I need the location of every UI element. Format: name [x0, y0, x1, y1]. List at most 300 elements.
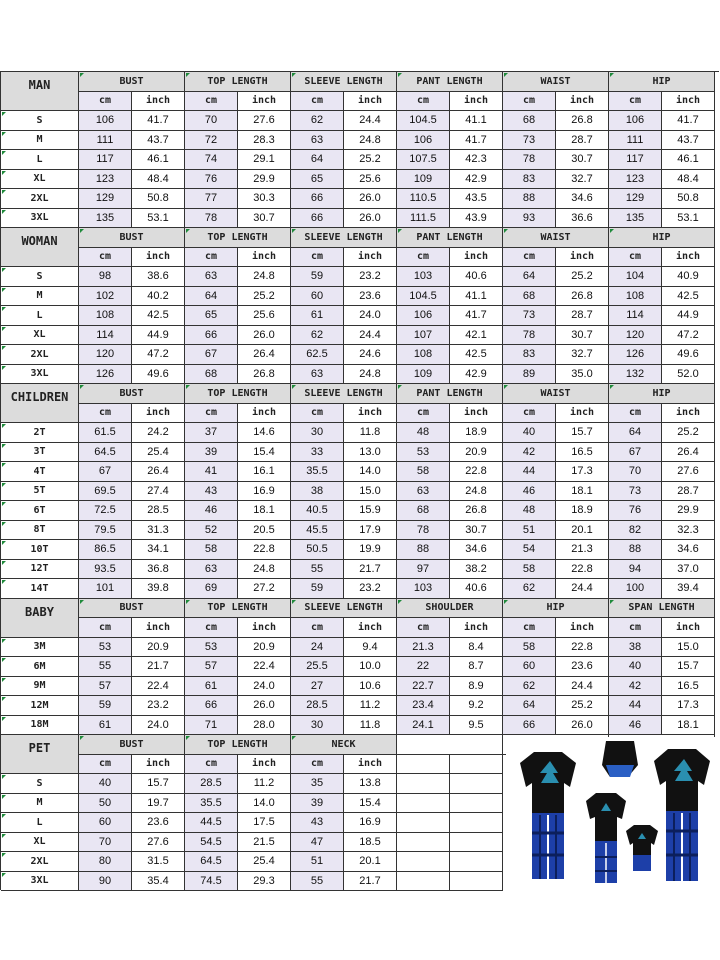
table-cell: 46	[185, 501, 238, 521]
table-cell: 51	[291, 852, 344, 872]
table-cell: 73	[609, 482, 662, 502]
table-cell: 67	[185, 345, 238, 365]
table-cell: 97	[397, 560, 450, 580]
table-cell: 23.2	[344, 579, 397, 599]
table-cell: 93	[503, 209, 556, 229]
unit-cm-label: cm	[79, 92, 132, 112]
size-row-label: 3T	[1, 443, 79, 463]
corner-marker	[610, 385, 614, 389]
table-cell: 26.8	[238, 365, 291, 385]
section-label-woman: WOMAN	[1, 228, 79, 267]
table-cell: 24.0	[132, 716, 185, 736]
empty-cell	[450, 813, 503, 833]
size-row-label: 3M	[1, 638, 79, 658]
table-cell: 29.9	[662, 501, 715, 521]
table-cell: 34.6	[662, 540, 715, 560]
table-cell: 55	[291, 872, 344, 892]
table-cell: 36.8	[132, 560, 185, 580]
table-cell: 65	[291, 170, 344, 190]
table-cell: 22.4	[132, 677, 185, 697]
row-marker	[2, 307, 6, 311]
table-cell: 40	[503, 423, 556, 443]
table-cell: 53	[79, 638, 132, 658]
table-cell: 30	[291, 423, 344, 443]
table-cell: 110.5	[397, 189, 450, 209]
unit-inch-label: inch	[344, 755, 397, 775]
table-cell: 83	[503, 170, 556, 190]
table-cell: 35.5	[291, 462, 344, 482]
row-marker	[2, 853, 6, 857]
row-marker	[2, 639, 6, 643]
table-cell: 24	[291, 638, 344, 658]
table-cell: 60	[291, 287, 344, 307]
table-cell: 18.1	[662, 716, 715, 736]
table-cell: 72.5	[79, 501, 132, 521]
corner-marker	[504, 229, 508, 233]
table-cell: 41.1	[450, 287, 503, 307]
table-cell: 18.1	[556, 482, 609, 502]
table-cell: 46.1	[132, 150, 185, 170]
row-marker	[2, 463, 6, 467]
unit-cm-label: cm	[79, 755, 132, 775]
table-cell: 64	[503, 267, 556, 287]
size-row-label: S	[1, 774, 79, 794]
table-cell: 25.6	[238, 306, 291, 326]
table-cell: 18.1	[238, 501, 291, 521]
table-cell: 58	[503, 560, 556, 580]
empty-cell	[450, 774, 503, 794]
table-cell: 20.9	[238, 638, 291, 658]
table-cell: 47.2	[662, 326, 715, 346]
table-cell: 26.4	[662, 443, 715, 463]
table-cell: 43.5	[450, 189, 503, 209]
table-cell: 24.4	[344, 326, 397, 346]
size-row-label: L	[1, 150, 79, 170]
table-cell: 27.6	[238, 111, 291, 131]
size-row-label: 12M	[1, 696, 79, 716]
table-cell: 70	[609, 462, 662, 482]
row-marker	[2, 210, 6, 214]
unit-cm-label: cm	[291, 248, 344, 268]
row-marker	[2, 580, 6, 584]
table-cell: 103	[397, 267, 450, 287]
table-cell: 28.7	[556, 131, 609, 151]
unit-inch-label: inch	[344, 404, 397, 424]
corner-marker	[610, 229, 614, 233]
table-cell: 76	[609, 501, 662, 521]
column-group-header: SHOULDER	[397, 599, 503, 619]
size-row-label: 12T	[1, 560, 79, 580]
table-cell: 44.9	[662, 306, 715, 326]
empty-cell	[397, 852, 450, 872]
size-row-label: 10T	[1, 540, 79, 560]
table-cell: 40.6	[450, 267, 503, 287]
table-cell: 109	[397, 365, 450, 385]
column-group-header: PANT LENGTH	[397, 384, 503, 404]
corner-marker	[292, 736, 296, 740]
row-marker	[2, 678, 6, 682]
column-group-header: SLEEVE LENGTH	[291, 384, 397, 404]
table-cell: 70	[185, 111, 238, 131]
table-cell: 22.8	[556, 560, 609, 580]
table-cell: 107	[397, 326, 450, 346]
table-cell: 30.3	[238, 189, 291, 209]
table-cell: 25.4	[132, 443, 185, 463]
section-label-pet: PET	[1, 735, 79, 774]
unit-inch-label: inch	[662, 404, 715, 424]
corner-marker	[292, 229, 296, 233]
table-cell: 24.8	[238, 560, 291, 580]
table-cell: 28.7	[556, 306, 609, 326]
table-cell: 25.2	[556, 267, 609, 287]
table-cell: 61	[291, 306, 344, 326]
table-cell: 76	[185, 170, 238, 190]
table-cell: 77	[185, 189, 238, 209]
table-cell: 30.7	[238, 209, 291, 229]
table-cell: 43	[185, 482, 238, 502]
table-cell: 21.3	[556, 540, 609, 560]
table-cell: 21.7	[344, 872, 397, 892]
table-cell: 21.3	[397, 638, 450, 658]
table-cell: 68	[397, 501, 450, 521]
table-cell: 48	[397, 423, 450, 443]
table-cell: 104.5	[397, 287, 450, 307]
table-cell: 20.9	[132, 638, 185, 658]
table-cell: 135	[609, 209, 662, 229]
table-cell: 80	[79, 852, 132, 872]
table-cell: 43.9	[450, 209, 503, 229]
table-cell: 15.9	[344, 501, 397, 521]
table-cell: 86.5	[79, 540, 132, 560]
empty-cell	[450, 833, 503, 853]
table-cell: 117	[79, 150, 132, 170]
table-cell: 19.9	[344, 540, 397, 560]
table-cell: 48.4	[662, 170, 715, 190]
table-cell: 42.5	[132, 306, 185, 326]
column-group-header: TOP LENGTH	[185, 384, 291, 404]
table-cell: 40.6	[450, 579, 503, 599]
empty-cell	[397, 872, 450, 892]
unit-cm-label: cm	[503, 92, 556, 112]
table-cell: 62.5	[291, 345, 344, 365]
table-cell: 54.5	[185, 833, 238, 853]
table-cell: 24.8	[344, 365, 397, 385]
table-cell: 38	[291, 482, 344, 502]
table-cell: 25.2	[662, 423, 715, 443]
table-cell: 42.5	[450, 345, 503, 365]
table-cell: 28.3	[238, 131, 291, 151]
table-cell: 28.7	[662, 482, 715, 502]
table-cell: 89	[503, 365, 556, 385]
corner-marker	[80, 73, 84, 77]
table-cell: 78	[185, 209, 238, 229]
column-group-header: HIP	[609, 72, 715, 92]
table-cell: 47.2	[132, 345, 185, 365]
column-group-header: HIP	[609, 384, 715, 404]
unit-cm-label: cm	[397, 404, 450, 424]
table-cell: 10.0	[344, 657, 397, 677]
table-cell: 25.5	[291, 657, 344, 677]
table-cell: 78	[503, 150, 556, 170]
unit-cm-label: cm	[609, 92, 662, 112]
table-cell: 32.7	[556, 170, 609, 190]
table-cell: 62	[503, 579, 556, 599]
size-row-label: XL	[1, 326, 79, 346]
table-cell: 53	[397, 443, 450, 463]
table-cell: 62	[291, 111, 344, 131]
table-cell: 9.2	[450, 696, 503, 716]
table-cell: 132	[609, 365, 662, 385]
corner-marker	[80, 736, 84, 740]
table-cell: 24.2	[132, 423, 185, 443]
table-cell: 41.7	[662, 111, 715, 131]
table-cell: 43.7	[132, 131, 185, 151]
table-cell: 11.2	[238, 774, 291, 794]
table-cell: 29.9	[238, 170, 291, 190]
table-cell: 59	[79, 696, 132, 716]
table-cell: 24.8	[238, 267, 291, 287]
table-cell: 13.0	[344, 443, 397, 463]
table-cell: 94	[609, 560, 662, 580]
table-cell: 24.4	[556, 677, 609, 697]
table-cell: 38.6	[132, 267, 185, 287]
unit-cm-label: cm	[79, 404, 132, 424]
table-cell: 26.4	[132, 462, 185, 482]
table-cell: 21.5	[238, 833, 291, 853]
table-cell: 64	[185, 287, 238, 307]
unit-cm-label: cm	[185, 248, 238, 268]
table-cell: 20.5	[238, 521, 291, 541]
table-cell: 27.4	[132, 482, 185, 502]
table-cell: 109	[397, 170, 450, 190]
table-cell: 66	[291, 209, 344, 229]
unit-inch-label: inch	[238, 92, 291, 112]
table-cell: 44	[503, 462, 556, 482]
table-cell: 129	[609, 189, 662, 209]
table-cell: 15.7	[132, 774, 185, 794]
table-cell: 50.5	[291, 540, 344, 560]
table-cell: 102	[79, 287, 132, 307]
section-label-children: CHILDREN	[1, 384, 79, 423]
table-cell: 64	[291, 150, 344, 170]
table-cell: 9.4	[344, 638, 397, 658]
table-cell: 48.4	[132, 170, 185, 190]
size-row-label: 5T	[1, 482, 79, 502]
table-cell: 26.8	[450, 501, 503, 521]
table-cell: 44.5	[185, 813, 238, 833]
table-cell: 24.0	[344, 306, 397, 326]
table-cell: 44	[609, 696, 662, 716]
table-cell: 17.3	[662, 696, 715, 716]
table-cell: 106	[397, 131, 450, 151]
table-cell: 23.6	[132, 813, 185, 833]
table-cell: 111	[79, 131, 132, 151]
corner-marker	[292, 73, 296, 77]
table-cell: 61.5	[79, 423, 132, 443]
table-cell: 42.9	[450, 170, 503, 190]
table-cell: 126	[79, 365, 132, 385]
size-row-label: L	[1, 306, 79, 326]
table-cell: 20.1	[344, 852, 397, 872]
table-cell: 71	[185, 716, 238, 736]
table-cell: 50	[79, 794, 132, 814]
column-group-header: TOP LENGTH	[185, 735, 291, 755]
table-cell: 30	[291, 716, 344, 736]
column-group-header: WAIST	[503, 228, 609, 248]
size-row-label: 4T	[1, 462, 79, 482]
table-cell: 62	[503, 677, 556, 697]
table-cell: 51	[503, 521, 556, 541]
unit-cm-label: cm	[79, 618, 132, 638]
table-cell: 22.4	[238, 657, 291, 677]
column-group-header: SLEEVE LENGTH	[291, 228, 397, 248]
size-row-label: S	[1, 111, 79, 131]
table-cell: 15.0	[344, 482, 397, 502]
table-cell: 39.4	[662, 579, 715, 599]
table-cell: 59	[291, 267, 344, 287]
unit-cm-label: cm	[185, 755, 238, 775]
row-marker	[2, 151, 6, 155]
unit-inch-label: inch	[132, 92, 185, 112]
table-cell: 48	[503, 501, 556, 521]
table-cell: 108	[79, 306, 132, 326]
unit-cm-label: cm	[291, 404, 344, 424]
size-row-label: 9M	[1, 677, 79, 697]
table-cell: 23.4	[397, 696, 450, 716]
corner-marker	[186, 736, 190, 740]
table-cell: 28.0	[238, 716, 291, 736]
table-cell: 39	[291, 794, 344, 814]
table-cell: 120	[609, 326, 662, 346]
table-cell: 16.9	[344, 813, 397, 833]
unit-inch-label: inch	[450, 618, 503, 638]
table-cell: 67	[79, 462, 132, 482]
table-cell: 40.9	[662, 267, 715, 287]
size-row-label: S	[1, 267, 79, 287]
corner-marker	[398, 600, 402, 604]
size-row-label: 2T	[1, 423, 79, 443]
column-group-header: SLEEVE LENGTH	[291, 72, 397, 92]
size-row-label: 18M	[1, 716, 79, 736]
table-cell: 73	[503, 306, 556, 326]
column-group-header: TOP LENGTH	[185, 228, 291, 248]
table-cell: 123	[609, 170, 662, 190]
table-cell: 18.9	[556, 501, 609, 521]
table-cell: 106	[79, 111, 132, 131]
table-cell: 111.5	[397, 209, 450, 229]
table-cell: 36.6	[556, 209, 609, 229]
table-cell: 14.0	[238, 794, 291, 814]
unit-cm-label: cm	[291, 618, 344, 638]
row-marker	[2, 658, 6, 662]
table-cell: 41	[185, 462, 238, 482]
table-cell: 35.0	[556, 365, 609, 385]
unit-inch-label: inch	[556, 618, 609, 638]
table-cell: 82	[609, 521, 662, 541]
table-cell: 64.5	[185, 852, 238, 872]
table-cell: 63	[185, 267, 238, 287]
table-cell: 26.8	[556, 287, 609, 307]
table-cell: 88	[609, 540, 662, 560]
table-cell: 64.5	[79, 443, 132, 463]
corner-marker	[504, 385, 508, 389]
table-cell: 88	[503, 189, 556, 209]
table-cell: 24.8	[450, 482, 503, 502]
size-row-label: 3XL	[1, 365, 79, 385]
table-cell: 25.2	[556, 696, 609, 716]
column-group-header: SLEEVE LENGTH	[291, 599, 397, 619]
unit-inch-label: inch	[238, 755, 291, 775]
table-cell: 8.4	[450, 638, 503, 658]
size-row-label: 6M	[1, 657, 79, 677]
table-cell: 15.4	[344, 794, 397, 814]
unit-inch-label: inch	[450, 92, 503, 112]
unit-cm-label: cm	[185, 92, 238, 112]
table-cell: 25.2	[344, 150, 397, 170]
table-cell: 19.7	[132, 794, 185, 814]
table-cell: 25.4	[238, 852, 291, 872]
column-group-header: BUST	[79, 599, 185, 619]
row-marker	[2, 483, 6, 487]
row-marker	[2, 288, 6, 292]
table-cell: 40.2	[132, 287, 185, 307]
row-marker	[2, 541, 6, 545]
table-cell: 24.0	[238, 677, 291, 697]
unit-inch-label: inch	[132, 755, 185, 775]
table-cell: 24.4	[344, 111, 397, 131]
unit-cm-label: cm	[185, 618, 238, 638]
empty-cell	[450, 852, 503, 872]
table-cell: 30.7	[556, 150, 609, 170]
unit-inch-label: inch	[238, 248, 291, 268]
section-label-man: MAN	[1, 72, 79, 111]
size-row-label: M	[1, 131, 79, 151]
table-cell: 25.2	[238, 287, 291, 307]
table-cell: 11.8	[344, 423, 397, 443]
table-cell: 40.5	[291, 501, 344, 521]
table-cell: 20.1	[556, 521, 609, 541]
table-cell: 41.1	[450, 111, 503, 131]
table-cell: 24.1	[397, 716, 450, 736]
row-marker	[2, 717, 6, 721]
table-cell: 28.5	[291, 696, 344, 716]
row-marker	[2, 444, 6, 448]
table-cell: 78	[397, 521, 450, 541]
corner-marker	[186, 385, 190, 389]
size-row-label: 2XL	[1, 345, 79, 365]
column-group-header: HIP	[609, 228, 715, 248]
table-cell: 26.0	[344, 209, 397, 229]
size-row-label: 6T	[1, 501, 79, 521]
unit-inch-label: inch	[344, 92, 397, 112]
table-cell: 39.8	[132, 579, 185, 599]
section-label-baby: BABY	[1, 599, 79, 638]
row-marker	[2, 424, 6, 428]
table-cell: 100	[609, 579, 662, 599]
table-cell: 39	[185, 443, 238, 463]
size-row-label: 3XL	[1, 209, 79, 229]
table-cell: 32.3	[662, 521, 715, 541]
unit-inch-label: inch	[344, 248, 397, 268]
row-marker	[2, 834, 6, 838]
table-cell: 42	[503, 443, 556, 463]
table-cell: 44.9	[132, 326, 185, 346]
row-marker	[2, 795, 6, 799]
table-cell: 17.9	[344, 521, 397, 541]
unit-inch-label: inch	[132, 618, 185, 638]
unit-inch-label: inch	[556, 92, 609, 112]
table-cell: 22	[397, 657, 450, 677]
